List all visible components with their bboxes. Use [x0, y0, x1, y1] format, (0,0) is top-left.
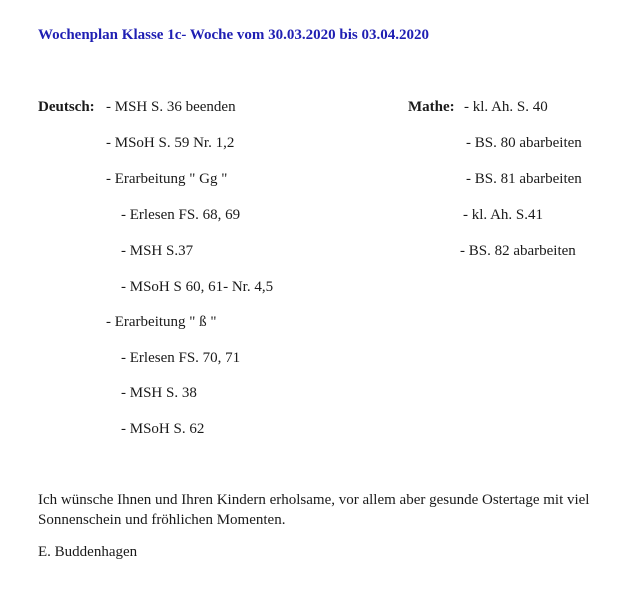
deutsch-subitem: - MSoH S 60, 61- Nr. 4,5	[121, 279, 274, 295]
signature: E. Buddenhagen	[38, 544, 138, 560]
mathe-item: - kl. Ah. S. 40	[464, 99, 548, 115]
deutsch-item: - Erarbeitung " ß "	[106, 314, 217, 330]
page-title: Wochenplan Klasse 1c- Woche vom 30.03.2020 bis 03.04.2020	[38, 27, 429, 43]
closing-line: Ich wünsche Ihnen und Ihren Kindern erholsame, vor allem aber gesunde Ostertage mit viel	[38, 492, 590, 508]
mathe-item: - BS. 80 abarbeiten	[466, 135, 582, 151]
closing-line: Sonnenschein und fröhlichen Momenten.	[38, 512, 286, 528]
mathe-label: Mathe:	[408, 99, 455, 115]
deutsch-subitem: - Erlesen FS. 68, 69	[121, 207, 241, 223]
closing-paragraph	[38, 490, 628, 530]
deutsch-label: Deutsch:	[38, 99, 95, 115]
deutsch-item: - Erarbeitung " Gg "	[106, 171, 228, 187]
deutsch-subitem: - MSH S.37	[121, 243, 194, 259]
deutsch-item: - MSoH S. 59 Nr. 1,2	[106, 135, 235, 151]
deutsch-subitem: - MSH S. 38	[121, 385, 197, 401]
mathe-item: - kl. Ah. S.41	[463, 207, 544, 223]
mathe-item: - BS. 81 abarbeiten	[466, 171, 582, 187]
mathe-item: - BS. 82 abarbeiten	[460, 243, 576, 259]
deutsch-subitem: - Erlesen FS. 70, 71	[121, 350, 241, 366]
deutsch-item: - MSH S. 36 beenden	[106, 99, 236, 115]
deutsch-subitem: - MSoH S. 62	[121, 421, 205, 437]
